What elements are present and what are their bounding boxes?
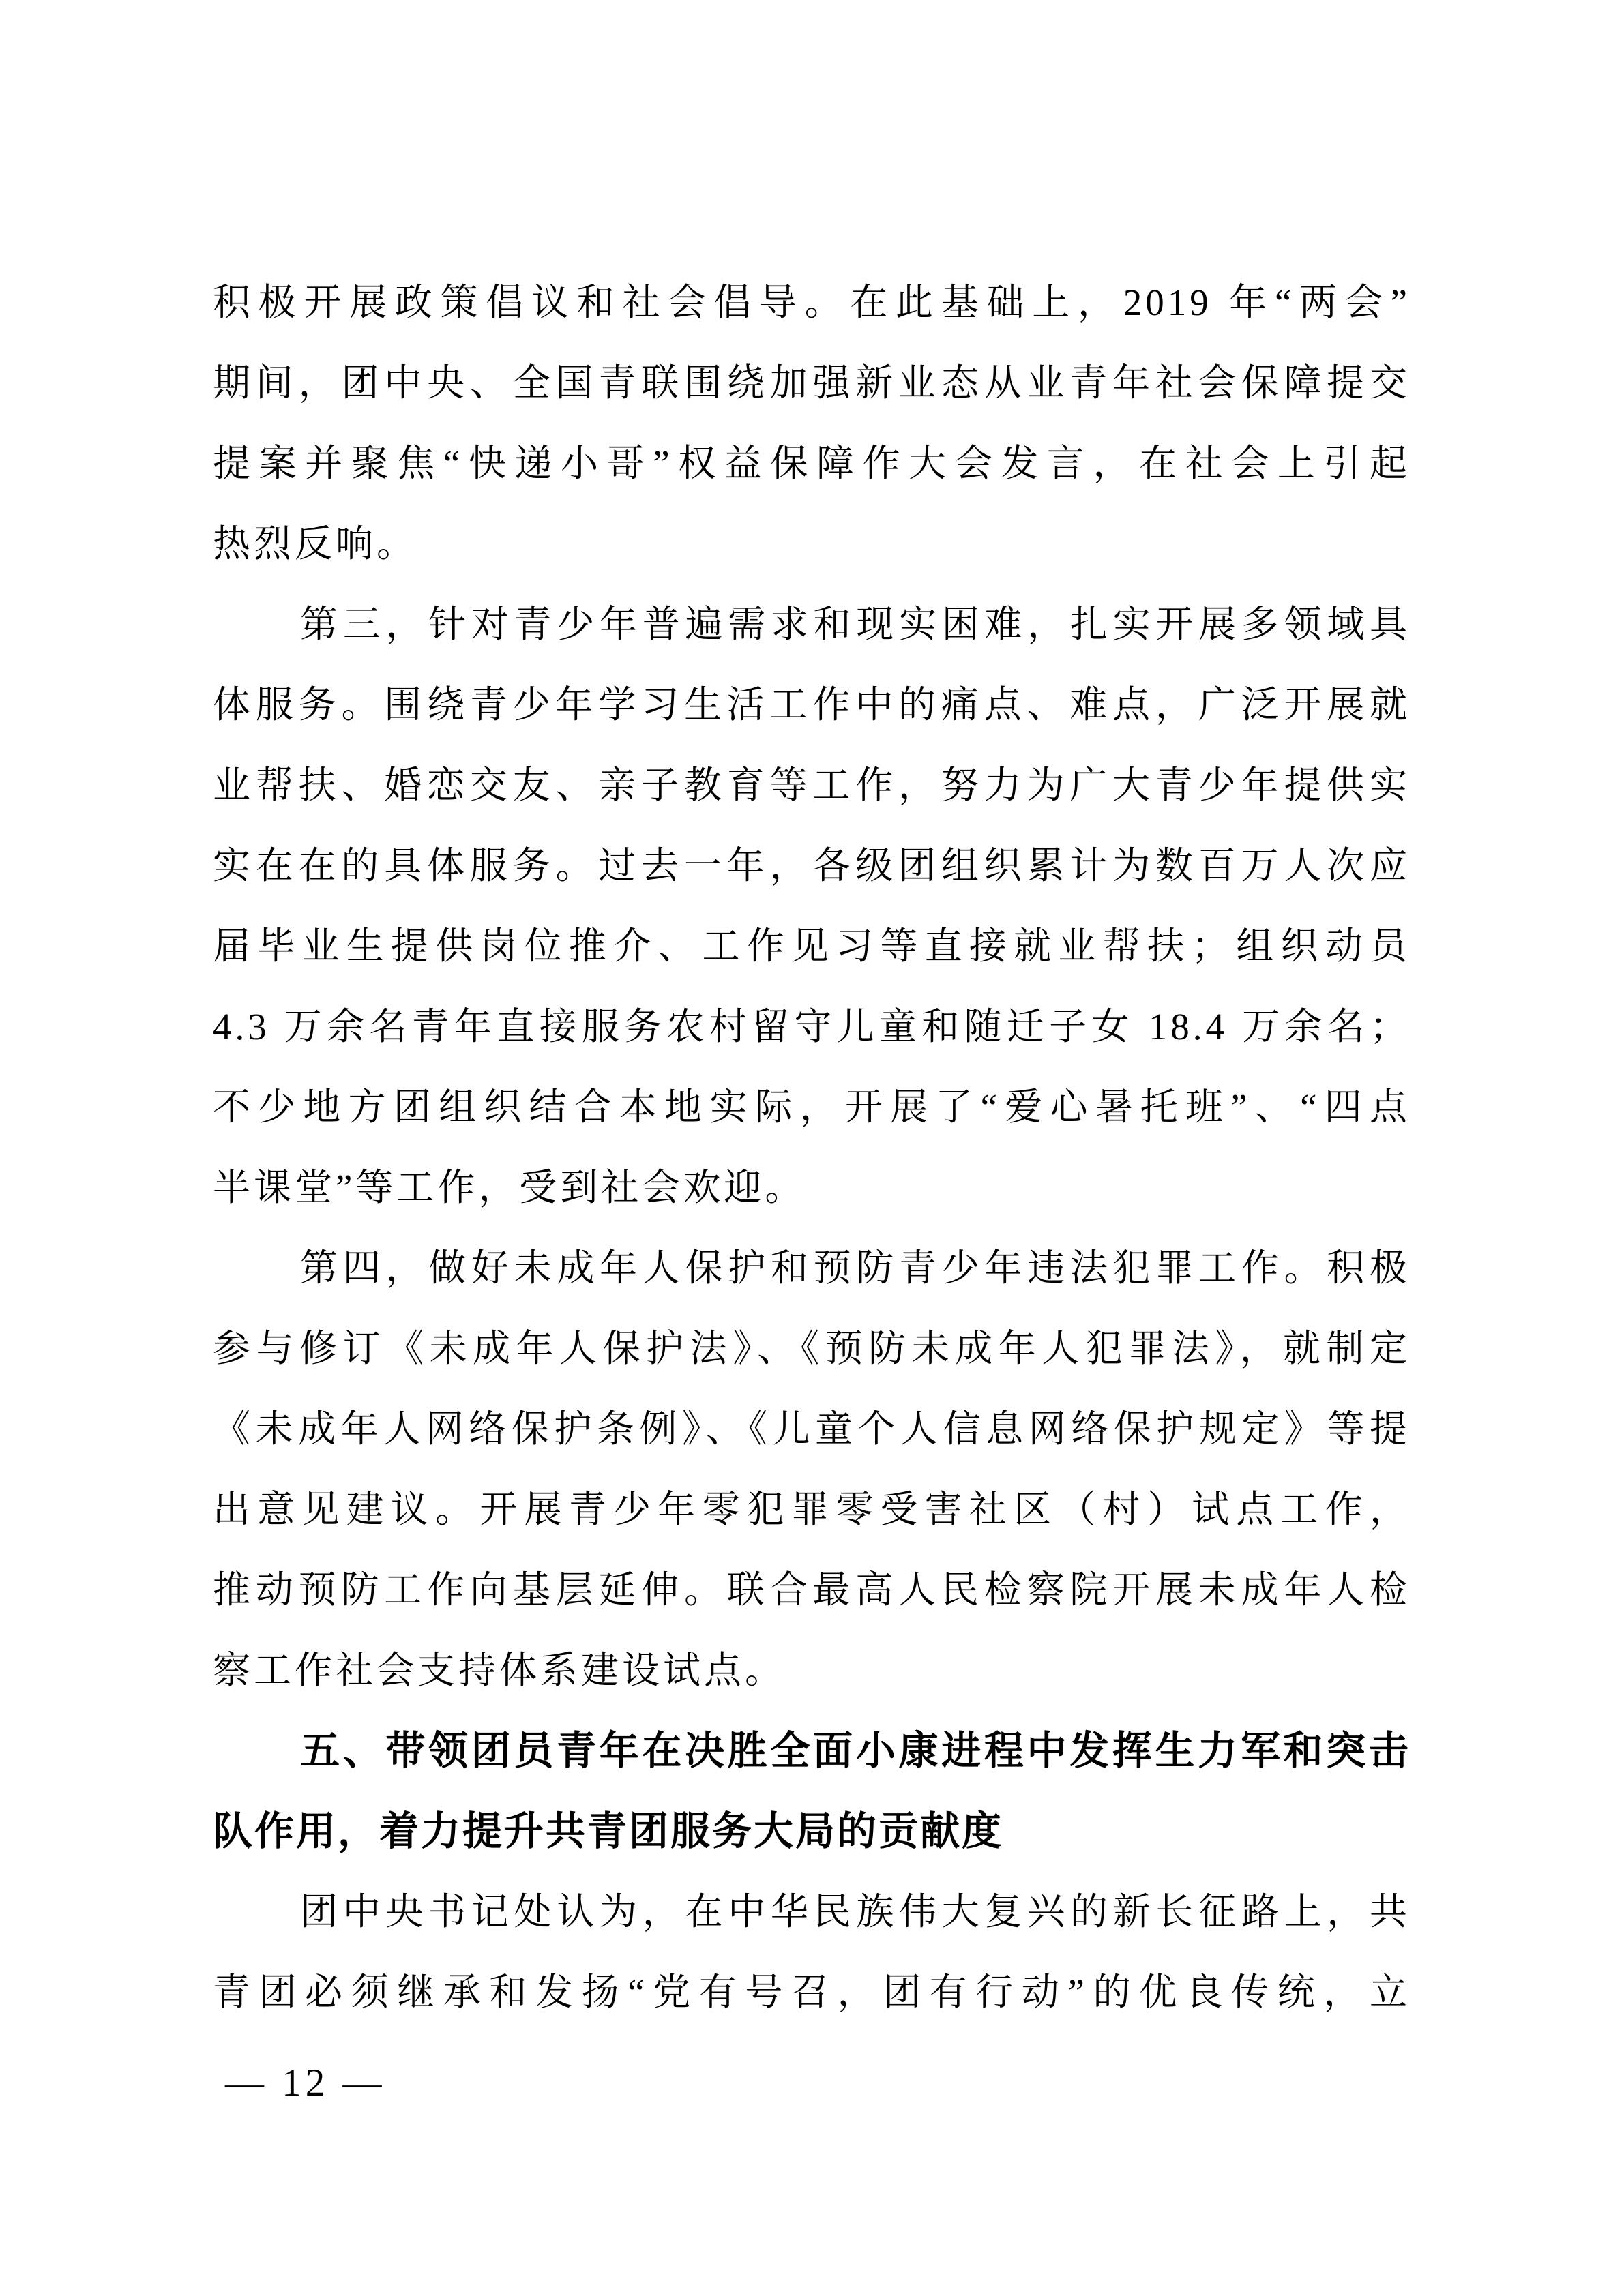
body-line: 察工作社会支持体系建设试点。 [213, 1650, 786, 1691]
body-line: 第四，做好未成年人保护和预防青少年违法犯罪工作。积极 [300, 1247, 1411, 1289]
section-heading-line: 队作用，着力提升共青团服务大局的贡献度 [213, 1809, 1004, 1853]
body-line: 4.3 万余名青年直接服务农村留守儿童和随迁子女 18.4 万余名； [213, 1006, 1411, 1047]
body-line: 积极开展政策倡议和社会倡导。在此基础上，2019 年“两会” [213, 282, 1411, 323]
body-line: 青团必须继承和发扬“党有号召，团有行动”的优良传统，立 [213, 1971, 1411, 2013]
body-line: 热烈反响。 [213, 523, 418, 565]
body-line: 团中央书记处认为，在中华民族伟大复兴的新长征路上，共 [300, 1891, 1411, 1933]
body-line: 推动预防工作向基层延伸。联合最高人民检察院开展未成年人检 [213, 1569, 1411, 1611]
body-line: 实在在的具体服务。过去一年，各级团组织累计为数百万人次应 [213, 845, 1411, 886]
body-line: 出意见建议。开展青少年零犯罪零受害社区（村）试点工作， [213, 1489, 1411, 1530]
body-line: 参与修订《未成年人保护法》、《预防未成年人犯罪法》，就制定 [213, 1328, 1411, 1369]
body-line: 半课堂”等工作，受到社会欢迎。 [213, 1167, 806, 1208]
section-heading-line: 五、带领团员青年在决胜全面小康进程中发挥生力军和突击 [300, 1729, 1411, 1773]
body-line: 期间，团中央、全国青联围绕加强新业态从业青年社会保障提交 [213, 362, 1411, 404]
body-line: 提案并聚焦“快递小哥”权益保障作大会发言，在社会上引起 [213, 443, 1411, 484]
body-text [213, 263, 1411, 2033]
body-line: 业帮扶、婚恋交友、亲子教育等工作，努力为广大青少年提供实 [213, 764, 1411, 806]
body-line: 不少地方团组织结合本地实际，开展了“爱心暑托班”、“四点 [213, 1086, 1411, 1128]
body-line: 体服务。围绕青少年学习生活工作中的痛点、难点，广泛开展就 [213, 684, 1411, 726]
body-line: 第三，针对青少年普遍需求和现实困难，扎实开展多领域具 [300, 603, 1411, 645]
page-number: — 12 — [225, 2061, 386, 2104]
body-line: 届毕业生提供岗位推介、工作见习等直接就业帮扶；组织动员 [213, 925, 1411, 967]
body-line: 《未成年人网络保护条例》、《儿童个人信息网络保护规定》等提 [213, 1408, 1411, 1450]
page-footer [225, 2061, 386, 2106]
